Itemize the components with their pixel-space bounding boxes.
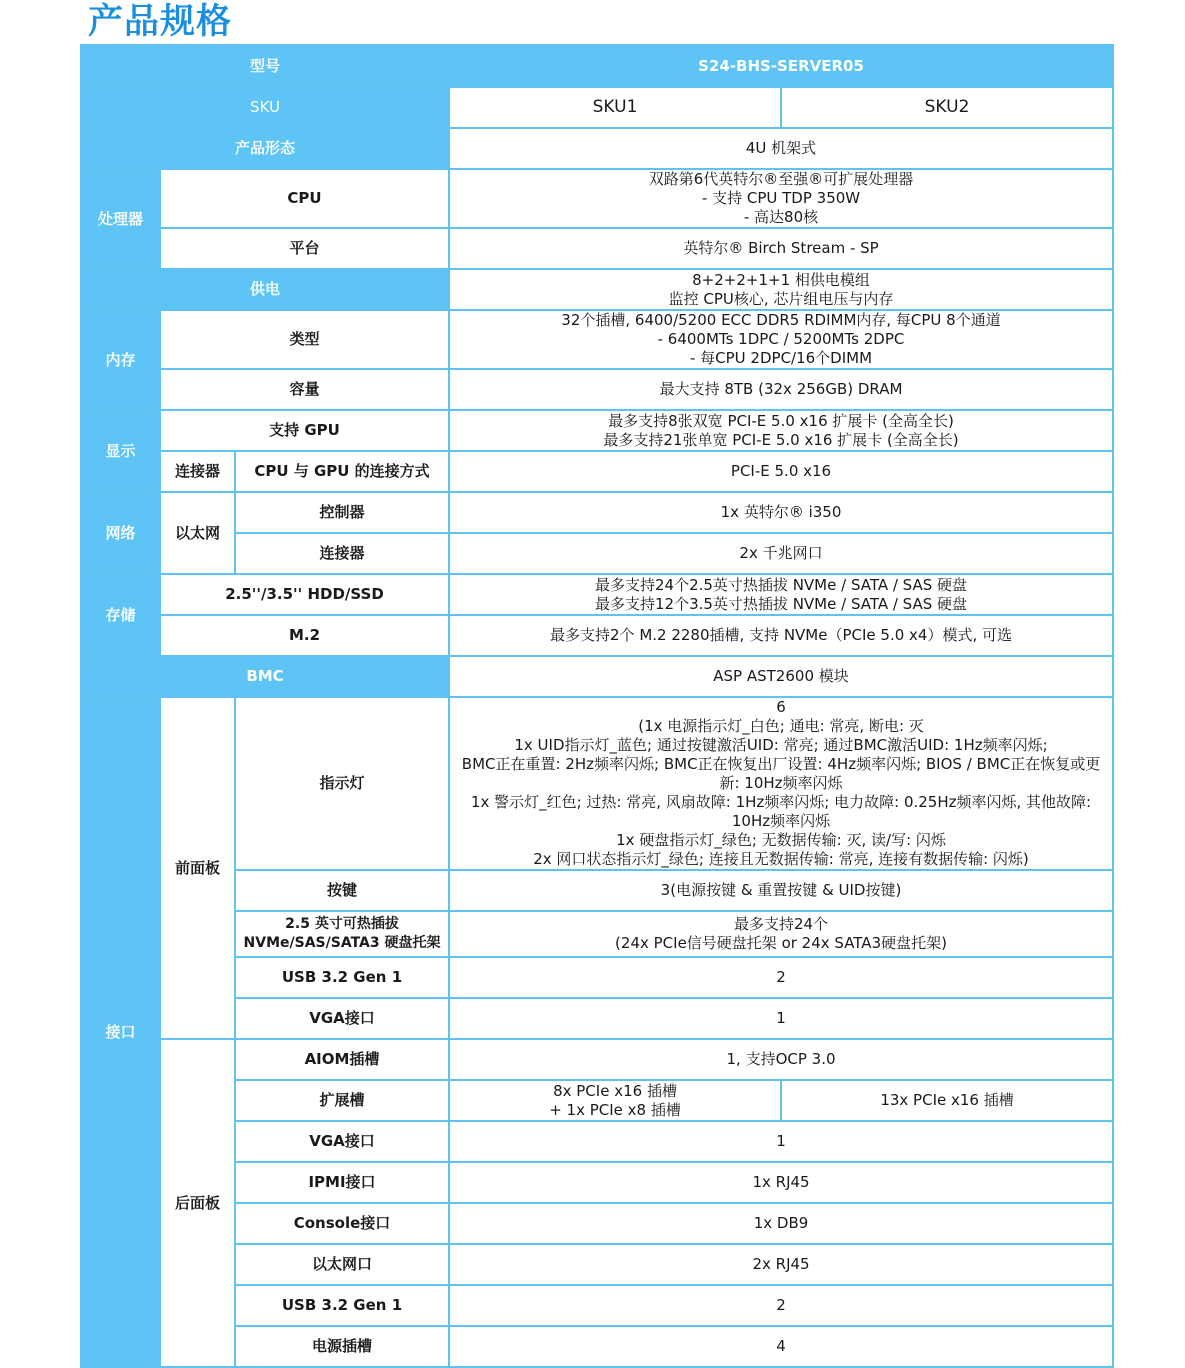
storage-label: 存储 — [81, 574, 160, 656]
ethernet-label: 以太网 — [160, 492, 235, 574]
processor-label: 处理器 — [81, 169, 160, 269]
model-label: 型号 — [81, 45, 449, 87]
power-slot-label: 电源插槽 — [235, 1326, 449, 1367]
bmc-value: ASP AST2600 模块 — [449, 656, 1113, 697]
expansion-sku1-value: 8x PCIe x16 插槽 + 1x PCIe x8 插槽 — [449, 1080, 781, 1121]
expansion-sku2-value: 13x PCIe x16 插槽 — [781, 1080, 1113, 1121]
network-controller-value: 1x 英特尔® i350 — [449, 492, 1113, 533]
power-label: 供电 — [81, 269, 449, 310]
led-label: 指示灯 — [235, 697, 449, 870]
sku2-label: SKU2 — [781, 87, 1113, 128]
drive-tray-value: 最多支持24个 (24x PCIe信号硬盘托架 or 24x SATA3硬盘托架) — [449, 911, 1113, 957]
network-label: 网络 — [81, 492, 160, 574]
aiom-label: AIOM插槽 — [235, 1039, 449, 1080]
front-usb-label: USB 3.2 Gen 1 — [235, 957, 449, 998]
ipmi-label: IPMI接口 — [235, 1162, 449, 1203]
front-vga-label: VGA接口 — [235, 998, 449, 1039]
rear-vga-value: 1 — [449, 1121, 1113, 1162]
platform-label: 平台 — [160, 228, 449, 269]
display-label: 显示 — [81, 410, 160, 492]
led-value: 6 (1x 电源指示灯_白色; 通电: 常亮, 断电: 灭 1x UID指示灯_蓝色; 通过按键激活UID: 常亮; 通过BMC激活UID: 1Hz频率闪烁; BMC正在重置: 2Hz频率闪烁; BMC正在恢复出厂设置: 4Hz频率闪烁; BIOS / BMC正在恢复或更新: 10Hz频率闪烁 1x 警示灯_红色; 过热: 常亮, 风扇故障: 1Hz频率闪烁; 电力故障: 0.25Hz频率闪烁, 其他故障: 10Hz频率闪烁 1x 硬盘指示灯_绿色; 无数据传输: 灭, 读/写: 闪烁 2x 网口状态指示灯_绿色; 连接且无数据传输: 常亮, 连接有数据传输: 闪烁) — [449, 697, 1113, 870]
drive-tray-label: 2.5 英寸可热插拔 NVMe/SAS/SATA3 硬盘托架 — [235, 911, 449, 957]
rear-panel-label: 后面板 — [160, 1039, 235, 1367]
network-connector-value: 2x 千兆网口 — [449, 533, 1113, 574]
form-factor-label: 产品形态 — [81, 128, 449, 169]
rear-usb-value: 2 — [449, 1285, 1113, 1326]
ethernet-port-label: 以太网口 — [235, 1244, 449, 1285]
power-value: 8+2+2+1+1 相供电模组 监控 CPU核心, 芯片组电压与内存 — [449, 269, 1113, 310]
display-connector-label: 连接器 — [160, 451, 235, 492]
memory-label: 内存 — [81, 310, 160, 410]
sku1-label: SKU1 — [449, 87, 781, 128]
power-slot-value: 4 — [449, 1326, 1113, 1367]
front-panel-label: 前面板 — [160, 697, 235, 1039]
form-factor-value: 4U 机架式 — [449, 128, 1113, 169]
front-usb-value: 2 — [449, 957, 1113, 998]
memory-type-label: 类型 — [160, 310, 449, 369]
hdd-label: 2.5''/3.5'' HDD/SSD — [160, 574, 449, 615]
network-connector-label: 连接器 — [235, 533, 449, 574]
network-controller-label: 控制器 — [235, 492, 449, 533]
cpu-gpu-connection-value: PCI-E 5.0 x16 — [449, 451, 1113, 492]
page-title: 产品规格 — [88, 2, 233, 42]
button-value: 3(电源按键 & 重置按键 & UID按键) — [449, 870, 1113, 911]
rear-vga-label: VGA接口 — [235, 1121, 449, 1162]
expansion-slot-label: 扩展槽 — [235, 1080, 449, 1121]
sku-label: SKU — [81, 87, 449, 128]
ipmi-value: 1x RJ45 — [449, 1162, 1113, 1203]
console-label: Console接口 — [235, 1203, 449, 1244]
interfaces-label: 接口 — [81, 697, 160, 1367]
hdd-value: 最多支持24个2.5英寸热插拔 NVMe / SATA / SAS 硬盘 最多支持12个3.5英寸热插拔 NVMe / SATA / SAS 硬盘 — [449, 574, 1113, 615]
spec-table — [80, 44, 1114, 1368]
cpu-gpu-connection-label: CPU 与 GPU 的连接方式 — [235, 451, 449, 492]
front-vga-value: 1 — [449, 998, 1113, 1039]
memory-capacity-label: 容量 — [160, 369, 449, 410]
bmc-label: BMC — [81, 656, 449, 697]
ethernet-port-value: 2x RJ45 — [449, 1244, 1113, 1285]
m2-value: 最多支持2个 M.2 2280插槽, 支持 NVMe（PCIe 5.0 x4）模式, 可选 — [449, 615, 1113, 656]
gpu-value: 最多支持8张双宽 PCI-E 5.0 x16 扩展卡 (全高全长) 最多支持21张单宽 PCI-E 5.0 x16 扩展卡 (全高全长) — [449, 410, 1113, 451]
platform-value: 英特尔® Birch Stream - SP — [449, 228, 1113, 269]
cpu-label: CPU — [160, 169, 449, 228]
memory-type-value: 32个插槽, 6400/5200 ECC DDR5 RDIMM内存, 每CPU 8个通道 - 6400MTs 1DPC / 5200MTs 2DPC - 每CPU 2DPC/16个DIMM — [449, 310, 1113, 369]
rear-usb-label: USB 3.2 Gen 1 — [235, 1285, 449, 1326]
cpu-value: 双路第6代英特尔®至强®可扩展处理器 - 支持 CPU TDP 350W - 高达80核 — [449, 169, 1113, 228]
console-value: 1x DB9 — [449, 1203, 1113, 1244]
button-label: 按键 — [235, 870, 449, 911]
memory-capacity-value: 最大支持 8TB (32x 256GB) DRAM — [449, 369, 1113, 410]
gpu-label: 支持 GPU — [160, 410, 449, 451]
aiom-value: 1, 支持OCP 3.0 — [449, 1039, 1113, 1080]
model-value: S24-BHS-SERVER05 — [449, 45, 1113, 87]
m2-label: M.2 — [160, 615, 449, 656]
